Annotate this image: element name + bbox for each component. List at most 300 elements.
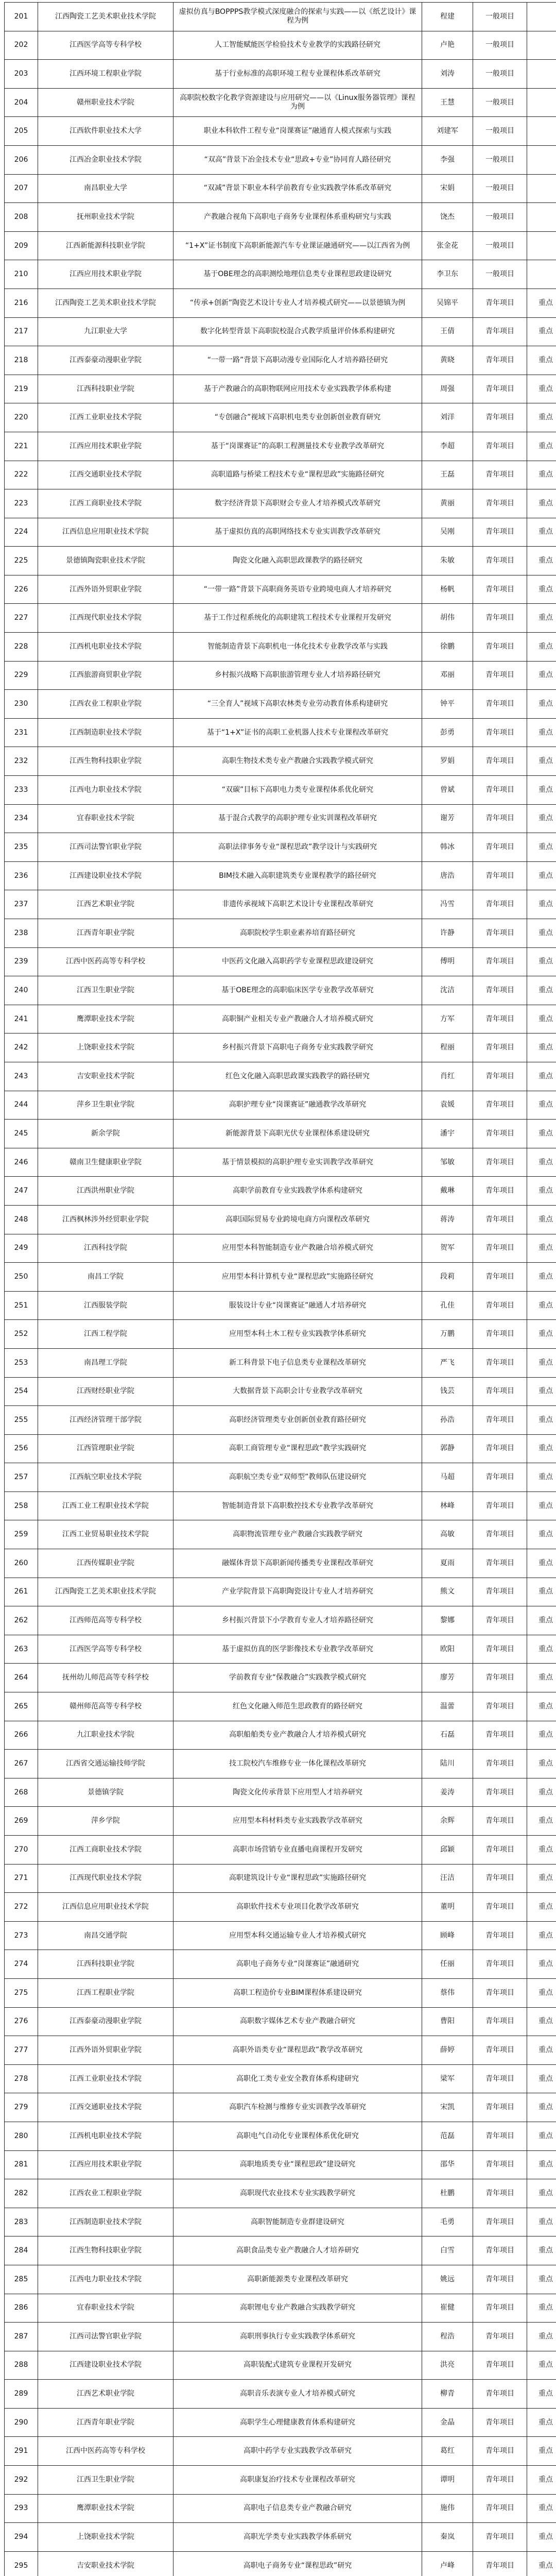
- project-title-cell: 高职船舶类专业产教融合人才培养模式研究: [173, 1721, 422, 1750]
- project-title-cell: “一带一路”背景下高职商务英语专业跨境电商人才培养研究: [173, 575, 422, 604]
- key-tag-cell: 重点: [527, 1463, 556, 1492]
- project-title-cell: 高职学生心理健康教育体系构建研究: [173, 2408, 422, 2437]
- table-row: [5, 117, 556, 146]
- row-number: 242: [5, 1033, 38, 1062]
- row-number: 234: [5, 804, 38, 833]
- table-row: [5, 2150, 556, 2179]
- leader-cell: 曾斌: [422, 776, 473, 805]
- project-title-cell: 高职化工类专业安全教育体系构建研究: [173, 2064, 422, 2093]
- project-title-cell: 虚拟仿真与BOPPPS教学模式深度融合的探索与实践——以《纸艺设计》课程为例: [173, 3, 422, 31]
- project-title-cell: 高职音乐表演专业人才培养模式研究: [173, 2380, 422, 2409]
- row-number: 254: [5, 1377, 38, 1406]
- school-cell: 江西外语外贸职业学院: [38, 2036, 173, 2065]
- project-table: [4, 2, 556, 2576]
- school-cell: 江西建设职业技术学院: [38, 2351, 173, 2380]
- row-number: 239: [5, 947, 38, 976]
- category-cell: 一般项目: [473, 231, 527, 260]
- row-number: 261: [5, 1578, 38, 1606]
- key-tag-cell: 重点: [527, 2523, 556, 2552]
- category-cell: 青年项目: [473, 1033, 527, 1062]
- school-cell: 江西旅游商贸职业学院: [38, 661, 173, 690]
- project-title-cell: 非遗传承视域下高职艺术设计专业课程改革研究: [173, 890, 422, 919]
- table-row: [5, 1463, 556, 1492]
- row-number: 237: [5, 890, 38, 919]
- key-tag-cell: 重点: [527, 1778, 556, 1807]
- project-title-cell: 基于行业标准的高职环境工程专业课程体系改革研究: [173, 60, 422, 89]
- key-tag-cell: 重点: [527, 890, 556, 919]
- project-title-cell: 高职市场营销专业直播电商课程开发研究: [173, 1836, 422, 1865]
- project-title-cell: 高职地质类专业“课程思政”建设研究: [173, 2150, 422, 2179]
- school-cell: 江西冶金职业技术学院: [38, 145, 173, 174]
- table-row: [5, 2494, 556, 2523]
- key-tag-cell: 重点: [527, 1234, 556, 1263]
- school-cell: 宜春职业技术学院: [38, 804, 173, 833]
- table-row: [5, 1921, 556, 1950]
- project-title-cell: 高职工商管理专业“课程思政”教学实践研究: [173, 1434, 422, 1463]
- leader-cell: 毛勇: [422, 2208, 473, 2236]
- school-cell: 宜春职业技术学院: [38, 2294, 173, 2323]
- table-row: [5, 375, 556, 403]
- project-title-cell: 应用型本科智能制造专业产教融合培养模式研究: [173, 1234, 422, 1263]
- project-title-cell: 乡村振兴背景下高职电子商务专业实践教学研究: [173, 1033, 422, 1062]
- table-row: [5, 1205, 556, 1234]
- category-cell: 青年项目: [473, 2179, 527, 2208]
- project-title-cell: “专创融合”视域下高职机电类专业创新创业教育研究: [173, 403, 422, 432]
- school-cell: 江西医学高等专科学校: [38, 31, 173, 60]
- project-title-cell: 高职食品类专业产教融合人才培养研究: [173, 2236, 422, 2265]
- project-title-cell: 高职电子信息类专业产教融合研究: [173, 2494, 422, 2523]
- project-title-cell: 应用型本科土木工程专业实践教学体系研究: [173, 1320, 422, 1349]
- leader-cell: 王倩: [422, 317, 473, 346]
- leader-cell: 蒋涛: [422, 1205, 473, 1234]
- leader-cell: 刘涛: [422, 60, 473, 89]
- school-cell: 九江职业技术学院: [38, 1721, 173, 1750]
- table-row: [5, 890, 556, 919]
- school-cell: 江西艺术职业学院: [38, 890, 173, 919]
- key-tag-cell: 重点: [527, 1864, 556, 1893]
- school-cell: 江西陶瓷工艺美术职业技术学院: [38, 3, 173, 31]
- row-number: 265: [5, 1692, 38, 1721]
- key-tag-cell: 重点: [527, 1406, 556, 1435]
- leader-cell: 刘建军: [422, 117, 473, 146]
- project-title-cell: 高职软件技术专业项目化教学改革研究: [173, 1893, 422, 1922]
- school-cell: 江西泰豪动漫职业学院: [38, 2007, 173, 2036]
- table-row: [5, 1377, 556, 1406]
- category-cell: 一般项目: [473, 174, 527, 203]
- table-row: [5, 203, 556, 232]
- leader-cell: 谭明: [422, 2466, 473, 2495]
- school-cell: 江西电力职业技术学院: [38, 2265, 173, 2294]
- table-row: [5, 1263, 556, 1292]
- leader-cell: 潘宇: [422, 1120, 473, 1148]
- row-number: 217: [5, 317, 38, 346]
- key-tag-cell: 重点: [527, 2150, 556, 2179]
- project-title-cell: 应用型本科交通运输专业人才培养模式研究: [173, 1921, 422, 1950]
- table-row: [5, 1291, 556, 1320]
- project-title-cell: 基于工作过程系统化的高职建筑工程技术专业课程开发研究: [173, 604, 422, 633]
- project-title-cell: 红色文化融入高职思政课实践教学的路径研究: [173, 1062, 422, 1091]
- school-cell: 上饶职业技术学院: [38, 1033, 173, 1062]
- leader-cell: 黄丽: [422, 489, 473, 518]
- project-title-cell: 中医药文化融入高职药学专业课程思政建设研究: [173, 947, 422, 976]
- project-title-cell: 高职装配式建筑专业课程开发研究: [173, 2351, 422, 2380]
- school-cell: 江西建设职业技术学院: [38, 861, 173, 890]
- school-cell: 江西青年职业学院: [38, 2408, 173, 2437]
- school-cell: 江西农业工程职业学院: [38, 690, 173, 719]
- school-cell: 江西陶瓷工艺美术职业技术学院: [38, 1578, 173, 1606]
- leader-cell: 梁军: [422, 2064, 473, 2093]
- row-number: 210: [5, 260, 38, 289]
- key-tag-cell: 重点: [527, 2093, 556, 2122]
- project-title-cell: 新能源背景下高职光伏专业课程体系建设研究: [173, 1120, 422, 1148]
- category-cell: 青年项目: [473, 1463, 527, 1492]
- category-cell: 青年项目: [473, 1406, 527, 1435]
- table-row: [5, 604, 556, 633]
- row-number: 263: [5, 1635, 38, 1664]
- project-title-cell: “双碳”目标下高职电力类专业课程体系优化研究: [173, 776, 422, 805]
- key-tag-cell: [527, 88, 556, 117]
- category-cell: 青年项目: [473, 375, 527, 403]
- leader-cell: 万鹏: [422, 1320, 473, 1349]
- school-cell: 江西管理职业学院: [38, 1434, 173, 1463]
- table-row: [5, 2294, 556, 2323]
- row-number: 247: [5, 1177, 38, 1206]
- school-cell: 江西师范高等专科学校: [38, 1606, 173, 1635]
- project-title-cell: 高职锂电专业产教融合实践教学研究: [173, 2294, 422, 2323]
- row-number: 250: [5, 1263, 38, 1292]
- category-cell: 青年项目: [473, 1291, 527, 1320]
- leader-cell: 孔佳: [422, 1291, 473, 1320]
- table-row: [5, 1177, 556, 1206]
- row-number: 233: [5, 776, 38, 805]
- table-row: [5, 1750, 556, 1778]
- leader-cell: 王磊: [422, 461, 473, 489]
- school-cell: 江西信息应用职业技术学院: [38, 1893, 173, 1922]
- table-row: [5, 547, 556, 575]
- row-number: 274: [5, 1950, 38, 1979]
- row-number: 231: [5, 718, 38, 747]
- row-number: 201: [5, 3, 38, 31]
- leader-cell: 马超: [422, 1463, 473, 1492]
- category-cell: 青年项目: [473, 890, 527, 919]
- category-cell: 青年项目: [473, 919, 527, 948]
- project-title-cell: 高职数字媒体艺术专业产教融合研究: [173, 2007, 422, 2036]
- key-tag-cell: 重点: [527, 1750, 556, 1778]
- leader-cell: 徐鹏: [422, 633, 473, 662]
- leader-cell: 洪亮: [422, 2351, 473, 2380]
- key-tag-cell: 重点: [527, 976, 556, 1005]
- school-cell: 江西工程学院: [38, 1320, 173, 1349]
- row-number: 281: [5, 2150, 38, 2179]
- row-number: 236: [5, 861, 38, 890]
- school-cell: 江西传媒职业学院: [38, 1549, 173, 1578]
- row-number: 221: [5, 432, 38, 461]
- row-number: 272: [5, 1893, 38, 1922]
- category-cell: 青年项目: [473, 633, 527, 662]
- row-number: 282: [5, 2179, 38, 2208]
- row-number: 205: [5, 117, 38, 146]
- key-tag-cell: 重点: [527, 2380, 556, 2409]
- category-cell: 青年项目: [473, 547, 527, 575]
- row-number: 268: [5, 1778, 38, 1807]
- row-number: 219: [5, 375, 38, 403]
- category-cell: 青年项目: [473, 2064, 527, 2093]
- key-tag-cell: 重点: [527, 919, 556, 948]
- row-number: 260: [5, 1549, 38, 1578]
- key-tag-cell: 重点: [527, 1033, 556, 1062]
- table-row: [5, 1778, 556, 1807]
- category-cell: 青年项目: [473, 1978, 527, 2007]
- table-row: [5, 2551, 556, 2576]
- category-cell: 青年项目: [473, 976, 527, 1005]
- category-cell: 青年项目: [473, 2265, 527, 2294]
- row-number: 251: [5, 1291, 38, 1320]
- row-number: 218: [5, 346, 38, 375]
- row-number: 232: [5, 747, 38, 776]
- school-cell: 江西机电职业技术学院: [38, 633, 173, 662]
- category-cell: 青年项目: [473, 1177, 527, 1206]
- category-cell: 青年项目: [473, 1148, 527, 1177]
- category-cell: 一般项目: [473, 88, 527, 117]
- table-row: [5, 461, 556, 489]
- leader-cell: 姚远: [422, 2265, 473, 2294]
- table-row: [5, 833, 556, 862]
- school-cell: 江西工商职业技术学院: [38, 1836, 173, 1865]
- project-title-cell: 高职新能源类专业课程改革研究: [173, 2265, 422, 2294]
- school-cell: 吉安职业技术学院: [38, 2551, 173, 2576]
- school-cell: 江西工商职业技术学院: [38, 489, 173, 518]
- key-tag-cell: [527, 31, 556, 60]
- project-title-cell: BIM技术融入高职建筑类专业课程教学的路径研究: [173, 861, 422, 890]
- leader-cell: 温蕾: [422, 1692, 473, 1721]
- leader-cell: 傅明: [422, 947, 473, 976]
- leader-cell: 邹敏: [422, 1148, 473, 1177]
- row-number: 228: [5, 633, 38, 662]
- leader-cell: 姜涛: [422, 1778, 473, 1807]
- table-row: [5, 317, 556, 346]
- category-cell: 青年项目: [473, 1062, 527, 1091]
- row-number: 245: [5, 1120, 38, 1148]
- key-tag-cell: 重点: [527, 2179, 556, 2208]
- school-cell: 吉安职业技术学院: [38, 1062, 173, 1091]
- project-title-cell: 陶瓷文化融入高职思政课教学的路径研究: [173, 547, 422, 575]
- key-tag-cell: 重点: [527, 1692, 556, 1721]
- table-row: [5, 1950, 556, 1979]
- category-cell: 青年项目: [473, 690, 527, 719]
- key-tag-cell: [527, 260, 556, 289]
- key-tag-cell: 重点: [527, 2208, 556, 2236]
- leader-cell: 柳青: [422, 2380, 473, 2409]
- leader-cell: 夏雨: [422, 1549, 473, 1578]
- school-cell: 江西省交通运输技师学院: [38, 1750, 173, 1778]
- table-row: [5, 919, 556, 948]
- category-cell: 青年项目: [473, 604, 527, 633]
- table-row: [5, 776, 556, 805]
- project-title-cell: 数字经济背景下高职财会专业人才培养模式改革研究: [173, 489, 422, 518]
- table-row: [5, 231, 556, 260]
- school-cell: 江西环境工程职业学院: [38, 60, 173, 89]
- school-cell: 江西现代职业技术学院: [38, 1864, 173, 1893]
- category-cell: 青年项目: [473, 1234, 527, 1263]
- key-tag-cell: [527, 174, 556, 203]
- row-number: 269: [5, 1807, 38, 1836]
- leader-cell: 施伟: [422, 2494, 473, 2523]
- key-tag-cell: 重点: [527, 289, 556, 317]
- table-row: [5, 2466, 556, 2495]
- project-table-body: [5, 3, 556, 2576]
- table-row: [5, 2093, 556, 2122]
- table-row: [5, 1234, 556, 1263]
- table-row: [5, 2523, 556, 2552]
- leader-cell: 肖红: [422, 1062, 473, 1091]
- school-cell: 新余学院: [38, 1120, 173, 1148]
- leader-cell: 胡伟: [422, 604, 473, 633]
- leader-cell: 邓丽: [422, 661, 473, 690]
- leader-cell: 饶杰: [422, 203, 473, 232]
- table-row: [5, 1492, 556, 1520]
- row-number: 273: [5, 1921, 38, 1950]
- school-cell: 江西司法警官职业学院: [38, 833, 173, 862]
- table-row: [5, 1836, 556, 1865]
- project-title-cell: 新工科背景下电子信息类专业课程改革研究: [173, 1348, 422, 1377]
- key-tag-cell: 重点: [527, 1807, 556, 1836]
- category-cell: 一般项目: [473, 3, 527, 31]
- leader-cell: 金晶: [422, 2408, 473, 2437]
- row-number: 253: [5, 1348, 38, 1377]
- row-number: 223: [5, 489, 38, 518]
- leader-cell: 杨帆: [422, 575, 473, 604]
- category-cell: 青年项目: [473, 1520, 527, 1549]
- row-number: 252: [5, 1320, 38, 1349]
- school-cell: 鹰潭职业技术学院: [38, 2494, 173, 2523]
- project-title-cell: 基于虚拟仿真的医学影像技术专业教学改革研究: [173, 1635, 422, 1664]
- project-title-cell: 高职汽车检测与维修专业实训教学改革研究: [173, 2093, 422, 2122]
- category-cell: 青年项目: [473, 2551, 527, 2576]
- school-cell: 江西生物科技职业学院: [38, 747, 173, 776]
- school-cell: 景德镇陶瓷职业技术学院: [38, 547, 173, 575]
- project-title-cell: 融媒体背景下高职新闻传播类专业课程改革研究: [173, 1549, 422, 1578]
- table-row: [5, 1807, 556, 1836]
- category-cell: 青年项目: [473, 1864, 527, 1893]
- table-row: [5, 1635, 556, 1664]
- key-tag-cell: 重点: [527, 1635, 556, 1664]
- row-number: 284: [5, 2236, 38, 2265]
- leader-cell: 许静: [422, 919, 473, 948]
- table-row: [5, 1606, 556, 1635]
- leader-cell: 程丽: [422, 1033, 473, 1062]
- leader-cell: 王慧: [422, 88, 473, 117]
- category-cell: 青年项目: [473, 1005, 527, 1033]
- table-row: [5, 1434, 556, 1463]
- leader-cell: 崔健: [422, 2294, 473, 2323]
- row-number: 289: [5, 2380, 38, 2409]
- key-tag-cell: 重点: [527, 2036, 556, 2065]
- school-cell: 江西应用技术职业学院: [38, 2150, 173, 2179]
- key-tag-cell: 重点: [527, 1291, 556, 1320]
- project-title-cell: 基于“岗课赛证”的高职工程测量技术专业教学改革研究: [173, 432, 422, 461]
- school-cell: 江西科技职业学院: [38, 375, 173, 403]
- school-cell: 江西洪州职业学院: [38, 1177, 173, 1206]
- category-cell: 青年项目: [473, 461, 527, 489]
- key-tag-cell: 重点: [527, 1263, 556, 1292]
- leader-cell: 罗娟: [422, 747, 473, 776]
- leader-cell: 吴刚: [422, 518, 473, 547]
- key-tag-cell: 重点: [527, 2236, 556, 2265]
- project-title-cell: 基于“1+X”证书的高职工业机器人技术专业课程改革研究: [173, 718, 422, 747]
- school-cell: 江西司法警官职业学院: [38, 2323, 173, 2351]
- key-tag-cell: 重点: [527, 375, 556, 403]
- key-tag-cell: 重点: [527, 1062, 556, 1091]
- school-cell: 江西生物科技职业学院: [38, 2236, 173, 2265]
- category-cell: 青年项目: [473, 1836, 527, 1865]
- table-row: [5, 804, 556, 833]
- category-cell: 青年项目: [473, 2323, 527, 2351]
- project-title-cell: 基于混合式教学的高职护理专业实训课程改革研究: [173, 804, 422, 833]
- project-title-cell: 高职建筑设计专业“课程思政”实施路径研究: [173, 1864, 422, 1893]
- row-number: 270: [5, 1836, 38, 1865]
- leader-cell: 唐浩: [422, 861, 473, 890]
- key-tag-cell: 重点: [527, 2122, 556, 2150]
- leader-cell: 彭勇: [422, 718, 473, 747]
- row-number: 209: [5, 231, 38, 260]
- leader-cell: 韩冰: [422, 833, 473, 862]
- leader-cell: 郭静: [422, 1434, 473, 1463]
- category-cell: 青年项目: [473, 1750, 527, 1778]
- project-title-cell: 高职院校学生职业素养培育路径研究: [173, 919, 422, 948]
- category-cell: 青年项目: [473, 1091, 527, 1120]
- key-tag-cell: 重点: [527, 1205, 556, 1234]
- school-cell: 抚州幼儿师范高等专科学校: [38, 1664, 173, 1692]
- project-title-cell: 高职国际贸易专业跨境电商方向课程改革研究: [173, 1205, 422, 1234]
- leader-cell: 冯雪: [422, 890, 473, 919]
- table-row: [5, 2236, 556, 2265]
- key-tag-cell: [527, 117, 556, 146]
- project-title-cell: 职业本科软件工程专业“岗课赛证”融通育人模式探索与实践: [173, 117, 422, 146]
- project-title-cell: 高职航空类专业“双师型”教师队伍建设研究: [173, 1463, 422, 1492]
- project-title-cell: 人工智能赋能医学检验技术专业教学的实践路径研究: [173, 31, 422, 60]
- key-tag-cell: 重点: [527, 2551, 556, 2576]
- row-number: 271: [5, 1864, 38, 1893]
- key-tag-cell: 重点: [527, 2408, 556, 2437]
- project-title-cell: “传承+创新”陶瓷艺术设计专业人才培养模式研究——以景德镇为例: [173, 289, 422, 317]
- key-tag-cell: 重点: [527, 1492, 556, 1520]
- category-cell: 青年项目: [473, 2150, 527, 2179]
- project-title-cell: “双减”背景下职业本科学前教育专业实践教学体系改革研究: [173, 174, 422, 203]
- school-cell: 赣州师范高等专科学校: [38, 1692, 173, 1721]
- project-title-cell: 服装设计专业“岗课赛证”融通人才培养研究: [173, 1291, 422, 1320]
- key-tag-cell: 重点: [527, 804, 556, 833]
- school-cell: 江西卫生职业学院: [38, 976, 173, 1005]
- leader-cell: 李强: [422, 145, 473, 174]
- key-tag-cell: [527, 3, 556, 31]
- leader-cell: 范磊: [422, 2122, 473, 2150]
- key-tag-cell: 重点: [527, 2265, 556, 2294]
- category-cell: 一般项目: [473, 203, 527, 232]
- category-cell: 青年项目: [473, 1950, 527, 1979]
- category-cell: 青年项目: [473, 1807, 527, 1836]
- school-cell: 江西工业贸易职业技术学院: [38, 1520, 173, 1549]
- leader-cell: 曹阳: [422, 2007, 473, 2036]
- table-row: [5, 1005, 556, 1033]
- leader-cell: 贺军: [422, 1234, 473, 1263]
- leader-cell: 陆川: [422, 1750, 473, 1778]
- table-row: [5, 976, 556, 1005]
- row-number: 235: [5, 833, 38, 862]
- leader-cell: 卢峰: [422, 2551, 473, 2576]
- category-cell: 一般项目: [473, 260, 527, 289]
- leader-cell: 薛婷: [422, 2036, 473, 2065]
- category-cell: 一般项目: [473, 60, 527, 89]
